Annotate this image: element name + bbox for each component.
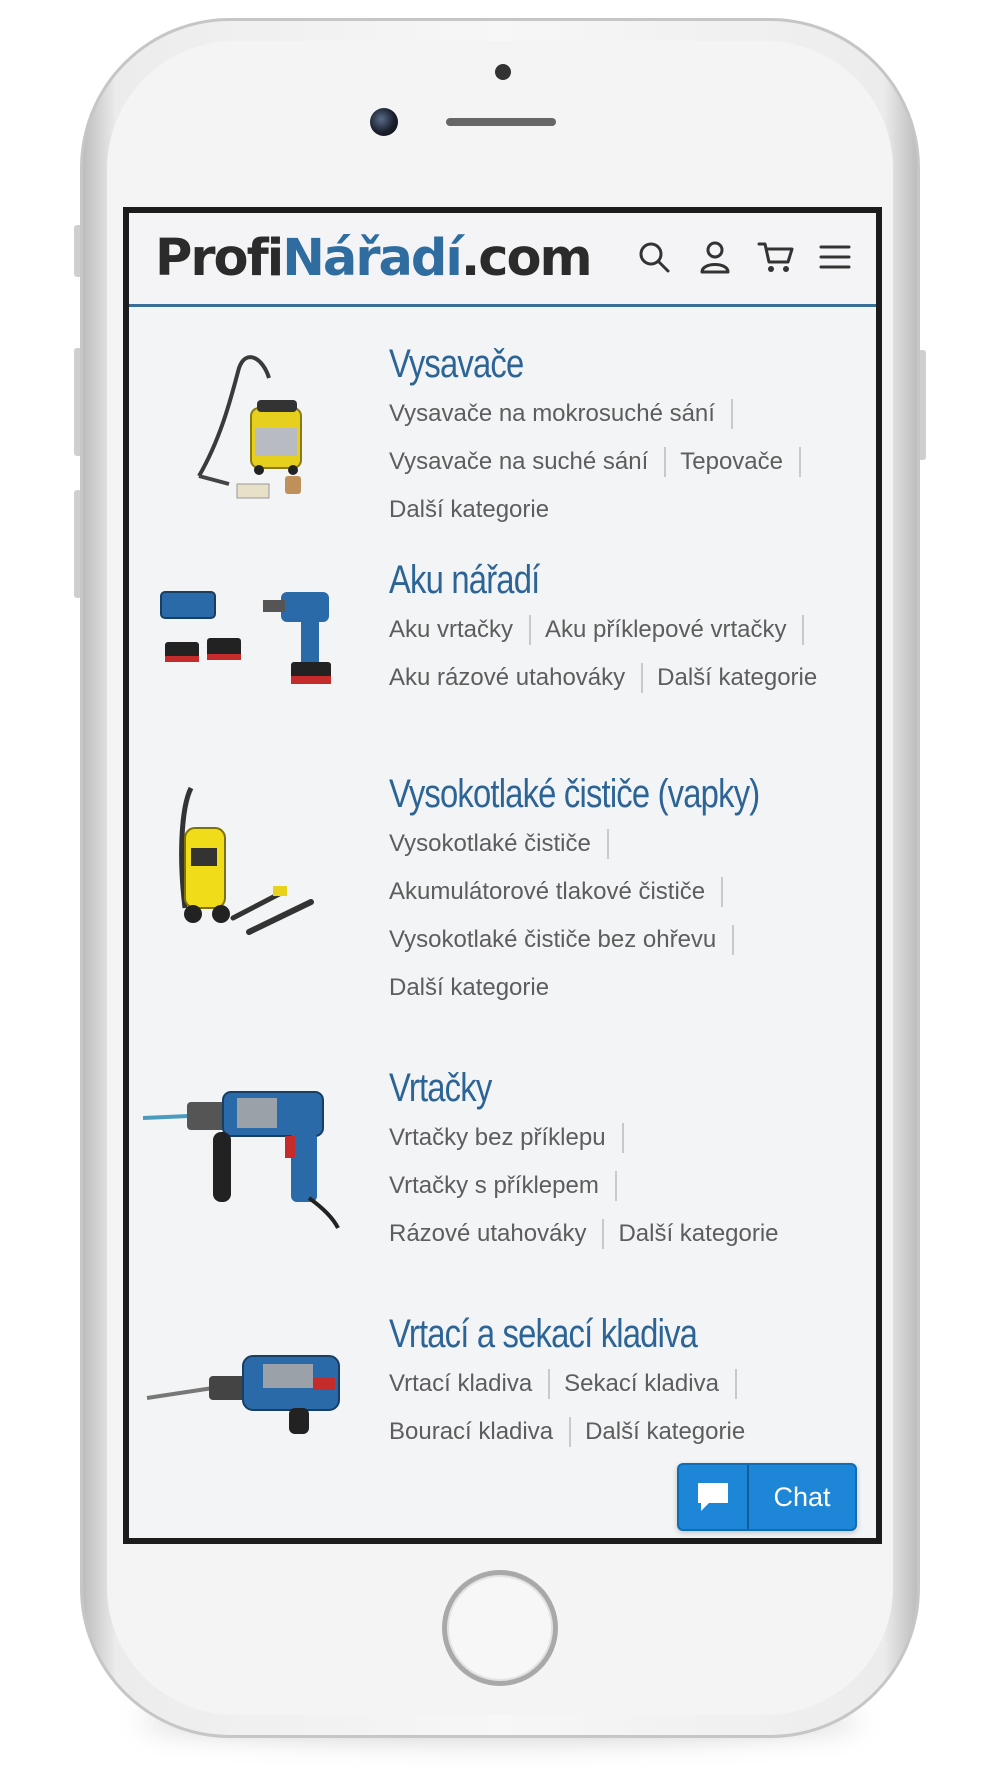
subcategory-row xyxy=(389,1408,866,1456)
logo-text-profi: Profi xyxy=(155,229,283,288)
pressure-washer-image[interactable] xyxy=(151,768,351,968)
subcategory-link[interactable]: Vrtací kladiva xyxy=(389,1369,550,1399)
category-body xyxy=(389,554,866,702)
more-categories-link[interactable]: Další kategorie xyxy=(657,663,818,691)
subcategory-link[interactable]: Sekací kladiva xyxy=(564,1369,737,1399)
logo-text-com: .com xyxy=(460,229,591,288)
site-header xyxy=(129,213,876,307)
subcategory-link[interactable]: Rázové utahováky xyxy=(389,1219,604,1249)
category-title[interactable]: Vysokotlaké čističe (vapky) xyxy=(389,772,760,816)
category-title[interactable]: Vysavače xyxy=(389,342,524,386)
logo-text-naradi: Nářadí xyxy=(282,229,461,288)
subcategory-link[interactable]: Akumulátorové tlakové čističe xyxy=(389,877,723,907)
subcategory-link[interactable]: Bourací kladiva xyxy=(389,1417,571,1447)
category-title[interactable]: Aku nářadí xyxy=(389,558,540,602)
vacuum-cleaner-image[interactable] xyxy=(151,338,351,518)
subcategory-link[interactable]: Vrtačky s příklepem xyxy=(389,1171,617,1201)
more-categories-link[interactable]: Další kategorie xyxy=(389,973,550,1001)
impact-drill-image[interactable] xyxy=(143,1078,353,1258)
subcategory-link[interactable]: Aku rázové utahováky xyxy=(389,663,643,693)
subcategory-row xyxy=(389,654,866,702)
earpiece-speaker xyxy=(446,118,556,126)
hamburger-menu-icon[interactable] xyxy=(815,237,855,277)
more-categories-link[interactable]: Další kategorie xyxy=(618,1219,779,1247)
subcategory-row xyxy=(389,1114,866,1162)
cordless-drill-kit-image[interactable] xyxy=(151,562,351,742)
category-title[interactable]: Vrtací a sekací kladiva xyxy=(389,1312,698,1356)
subcategory-link[interactable]: Aku vrtačky xyxy=(389,615,531,645)
subcategory-row xyxy=(389,1162,866,1210)
user-icon[interactable] xyxy=(695,237,735,277)
subcategory-link[interactable]: Vysavače na suché sání xyxy=(389,447,666,477)
subcategory-link[interactable]: Vysavače na mokrosuché sání xyxy=(389,399,733,429)
search-icon[interactable] xyxy=(634,237,674,277)
home-button[interactable] xyxy=(442,1570,558,1686)
site-logo[interactable] xyxy=(155,229,591,289)
chat-button[interactable] xyxy=(677,1463,857,1531)
category-body xyxy=(389,768,866,1012)
subcategory-link[interactable]: Vysokotlaké čističe xyxy=(389,829,609,859)
category-title[interactable]: Vrtačky xyxy=(389,1066,492,1110)
category-list xyxy=(129,310,876,1538)
subcategory-row xyxy=(389,964,866,1012)
more-categories-link[interactable]: Další kategorie xyxy=(389,495,550,523)
subcategory-row xyxy=(389,820,866,868)
category-body xyxy=(389,1062,866,1258)
subcategory-link[interactable]: Tepovače xyxy=(680,447,801,477)
subcategory-link[interactable]: Aku příklepové vrtačky xyxy=(545,615,804,645)
subcategory-row xyxy=(389,1210,866,1258)
subcategory-row xyxy=(389,606,866,654)
subcategory-row xyxy=(389,486,866,534)
subcategory-row xyxy=(389,1360,866,1408)
front-camera xyxy=(370,108,398,136)
category-aku-naradi xyxy=(129,554,876,714)
demolition-hammer-image[interactable] xyxy=(143,1338,353,1518)
category-vysokotlake-cistice xyxy=(129,768,876,1028)
category-vrtacky xyxy=(129,1062,876,1262)
subcategory-link[interactable]: Vrtačky bez příklepu xyxy=(389,1123,624,1153)
category-body xyxy=(389,338,866,534)
chat-label: Chat xyxy=(773,1481,831,1512)
cart-icon[interactable] xyxy=(756,237,796,277)
more-categories-link[interactable]: Další kategorie xyxy=(585,1417,746,1445)
chat-bubble-icon xyxy=(679,1465,749,1529)
proximity-sensor xyxy=(495,64,511,80)
subcategory-row xyxy=(389,868,866,916)
phone-screen xyxy=(123,207,882,1544)
category-body xyxy=(389,1308,866,1456)
subcategory-row xyxy=(389,438,866,486)
subcategory-row xyxy=(389,390,866,438)
subcategory-link[interactable]: Vysokotlaké čističe bez ohřevu xyxy=(389,925,734,955)
subcategory-row xyxy=(389,916,866,964)
category-vysavace xyxy=(129,338,876,538)
